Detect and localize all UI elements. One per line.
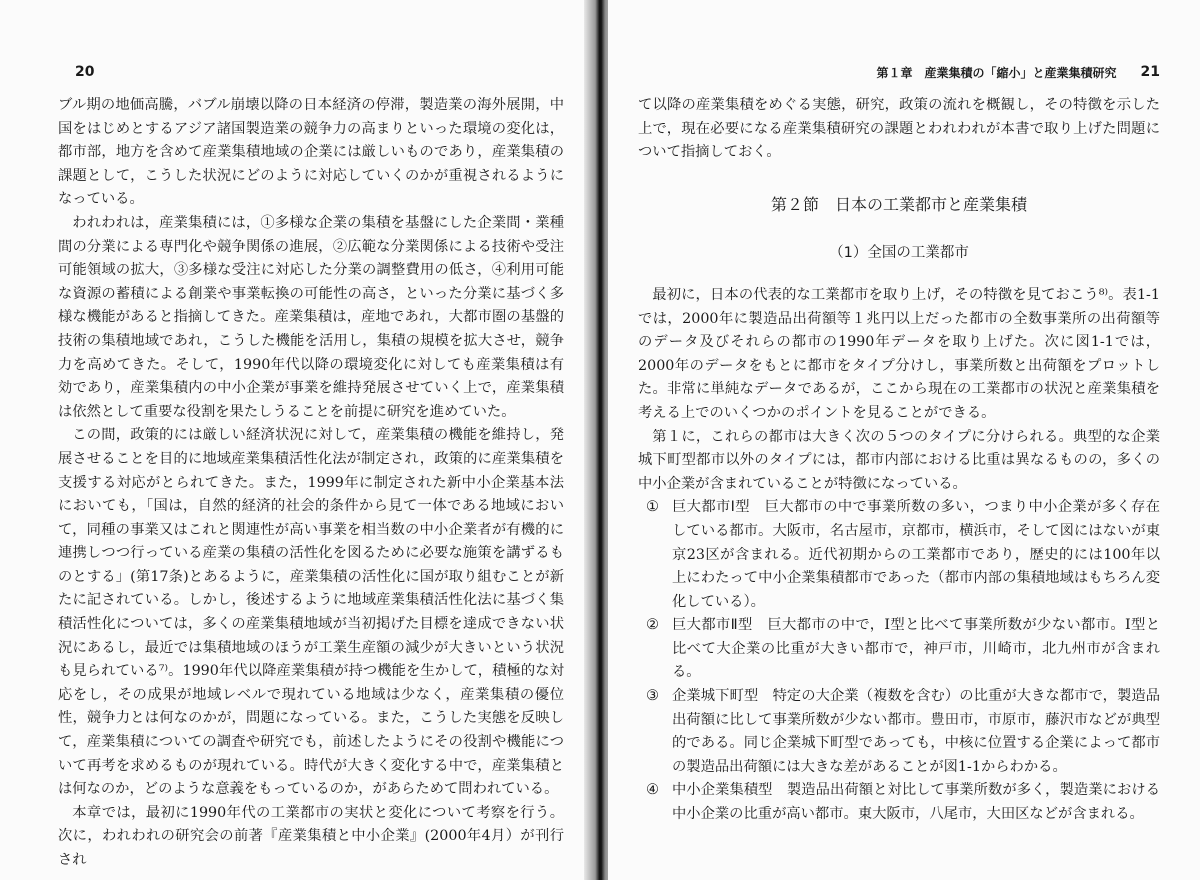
type-term: 巨大都市Ⅱ型: [672, 617, 753, 634]
type-description: 製造品出荷額と対比して事業所数が多く，製造業における中小企業の比重が高い都市。東大阪市，八尾市，大田区などが含まれる。: [672, 782, 1161, 823]
left-body-text: [58, 94, 564, 873]
type-description: 特定の大企業（複数を含む）の比重が大きな都市で，製造品出荷額に比して事業所数が少ない都市。豊田市，市原市，藤沢市などが典型的である。同じ企業城下町型であっても，中核に位置する企業によって都市の製造品出荷額には大きな差があることが図1-1からわかる。: [672, 688, 1161, 775]
paragraph: われわれは，産業集積には，①多様な企業の集積を基盤にした企業間・業種間の分業による専門化や競争関係の進展，②広範な分業関係による技術や受注可能領域の拡大，③多様な受注に対応した分業の調整費用の低さ，④利用可能な資源の蓄積による創業や事業転換の可能性の高さ，といった分業に基づく多様な機能があると指摘してきた。産業集積は，産地であれ，大都市圏の基盤的技術の集積地域であれ，こうした機能を活用し，集積の規模を拡大させ，競争力を高めてきた。そして，1990年代以降の環境変化に対しても産業集積は有効であり，産業集積内の中小企業が事業を維持発展させていく上で，産業集積は依然として重要な役割を果たしうることを前提に研究を進めていた。: [58, 214, 564, 420]
left-page: [0, 0, 592, 880]
list-item: [638, 614, 1160, 685]
running-head: [638, 64, 1160, 81]
type-description: 巨大都市の中で事業所数の多い，つまり中小企業が多く存在している都市。大阪市，名古屋市，京都市，横浜市，そして図にはないが東京23区が含まれる。近代初期からの工業都市であり，歴史的には100年以上にわたって中小企業集積都市であった（都市内部の集積地域はもちろん変化している）。: [672, 499, 1161, 610]
section-title: 第２節 日本の工業都市と産業集積: [770, 194, 1027, 214]
type-term: 企業城下町型: [672, 688, 759, 705]
subsection-title: （1）全国の工業都市: [829, 245, 969, 262]
right-page: [608, 0, 1200, 880]
type-description: 巨大都市の中で，Ⅰ型と比べて事業所数が少ない都市。Ⅰ型と比べて大企業の比重が大きい都市で，神戸市，川崎市，北九州市が含まれる。: [672, 617, 1160, 681]
paragraph: て以降の産業集積をめぐる実態，研究，政策の流れを概観し，その特徴を示した上で，現在必要になる産業集積研究の課題とわれわれが本書で取り上げた問題について指摘しておく。: [638, 97, 1160, 161]
paragraph: ブル期の地価高騰，バブル崩壊以降の日本経済の停滞，製造業の海外展開，中国をはじめとするアジア諸国製造業の競争力の高まりといった環境の変化は，都市部，地方を含めて産業集積地域の企業には厳しいものであり，産業集積の課題として，こうした状況にどのように対応していくのかが重視されるようになっている。: [58, 97, 564, 208]
list-marker: ②: [646, 617, 659, 634]
list-item: [638, 685, 1160, 779]
type-term: 中小企業集積型: [672, 782, 773, 799]
paragraph: 第１に，これらの都市は大きく次の５つのタイプに分けられる。典型的な企業城下町型都市以外のタイプには，都市内部における比重は異なるものの，多くの中小企業が含まれていることが特徴になっている。: [638, 428, 1160, 492]
paragraph: 最初に，日本の代表的な工業都市を取り上げ，その特徴を見ておこう⁸⁾。表1-1では，2000年に製造品出荷額等１兆円以上だった都市の全数事業所の出荷額等のデータ及びそれらの都市の1990年データを取り上げた。次に図1-1では，2000年のデータをもとに都市をタイプ分けし，事業所数と出荷額をプロットした。非常に単純なデータであるが，ここから現在の工業都市の状況と産業集積を考える上でのいくつかのポイントを見ることができる。: [638, 286, 1160, 421]
list-item: [638, 779, 1160, 826]
paragraph: 本章では，最初に1990年代の工業都市の実状と変化について考察を行う。次に，われわれの研究会の前著『産業集積と中小企業』(2000年4月）が刊行され: [58, 804, 564, 868]
list-marker: ①: [646, 499, 659, 516]
type-term: 巨大都市Ⅰ型: [672, 499, 750, 516]
right-body-text: [638, 94, 1160, 827]
list-marker: ④: [646, 782, 659, 799]
paragraph: この間，政策的には厳しい経済状況に対して，産業集積の機能を維持し，発展させることを目的に地域産業集積活性化法が制定され，政策的に産業集積を支援する対応がとられてきた。また，1999年に制定された新中小企業基本法においても，「国は，自然的経済的社会的条件から見て一体である地域において，同種の事業又はこれと関連性が高い事業を相当数の中小企業者が有機的に連携しつつ行っている産業の集積の活性化を図るために必要な施策を講ずるものとする」(第17条)とあるように，産業集積の活性化に国が取り組むことが新たに記されている。しかし，後述するように地域産業集積活性化法に基づく集積活性化については，多くの産業集積地域が当初掲げた目標を達成できない状況にあるし，最近では集積地域のほうが工業生産額の減少が大きいという状況も見られている⁷⁾。1990年代以降産業集積が持つ機能を生かして，積極的な対応をし，その成果が地域レベルで現れている地域は少なく，産業集積の優位性，競争力とは何なのかが，問題になっている。また，こうした実態を反映して，産業集積についての調査や研究でも，前述したようにその役割や機能について再考を求めるものが現れている。時代が大きく変化する中で，産業集積とは何なのか，どのような意義をもっているのか，があらためて問われている。: [58, 427, 564, 798]
running-head-title: 第１章 産業集積の「縮小」と産業集積研究: [876, 66, 1117, 80]
city-type-list: [638, 496, 1160, 826]
list-item: [638, 496, 1160, 614]
list-marker: ③: [646, 688, 659, 705]
page-number-left: 20: [75, 64, 95, 80]
page-number-right: 21: [1140, 64, 1160, 80]
